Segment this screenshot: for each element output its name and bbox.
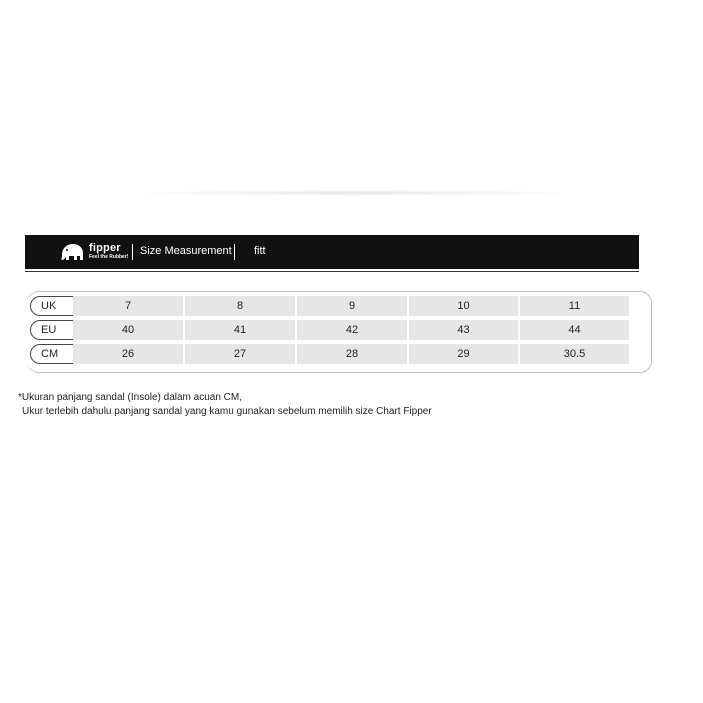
table-cell: 10 — [409, 296, 518, 316]
header-divider — [234, 244, 235, 260]
table-cell: 11 — [520, 296, 629, 316]
table-cell: 9 — [297, 296, 407, 316]
brand-name: fipper — [89, 242, 121, 254]
table-cell: 30.5 — [520, 344, 629, 364]
table-cell: 27 — [185, 344, 295, 364]
decorative-shadow — [140, 190, 570, 196]
header-subtitle: fitt — [254, 245, 266, 257]
note-line-1: *Ukuran panjang sandal (Insole) dalam acuan CM, — [18, 392, 243, 403]
brand-tagline: Feel the Rubber! — [89, 254, 129, 260]
row-label-text: EU — [41, 324, 57, 336]
table-cell: 8 — [185, 296, 295, 316]
row-label-text: CM — [41, 348, 59, 360]
table-cell: 29 — [409, 344, 518, 364]
row-label-text: UK — [41, 300, 57, 312]
table-cell: 40 — [73, 320, 183, 340]
table-cell: 44 — [520, 320, 629, 340]
header-bar — [25, 235, 639, 269]
note-line-2: Ukur terlebih dahulu panjang sandal yang kamu gunakan sebelum memilih size Chart Fipper — [22, 406, 432, 417]
table-cell: 43 — [409, 320, 518, 340]
header-underline — [25, 271, 639, 272]
elephant-icon — [59, 241, 85, 263]
table-cell: 41 — [185, 320, 295, 340]
table-cell: 7 — [73, 296, 183, 316]
header-divider — [132, 244, 133, 260]
header-title: Size Measurement — [140, 245, 232, 257]
table-cell: 26 — [73, 344, 183, 364]
table-cell: 28 — [297, 344, 407, 364]
table-cell: 42 — [297, 320, 407, 340]
